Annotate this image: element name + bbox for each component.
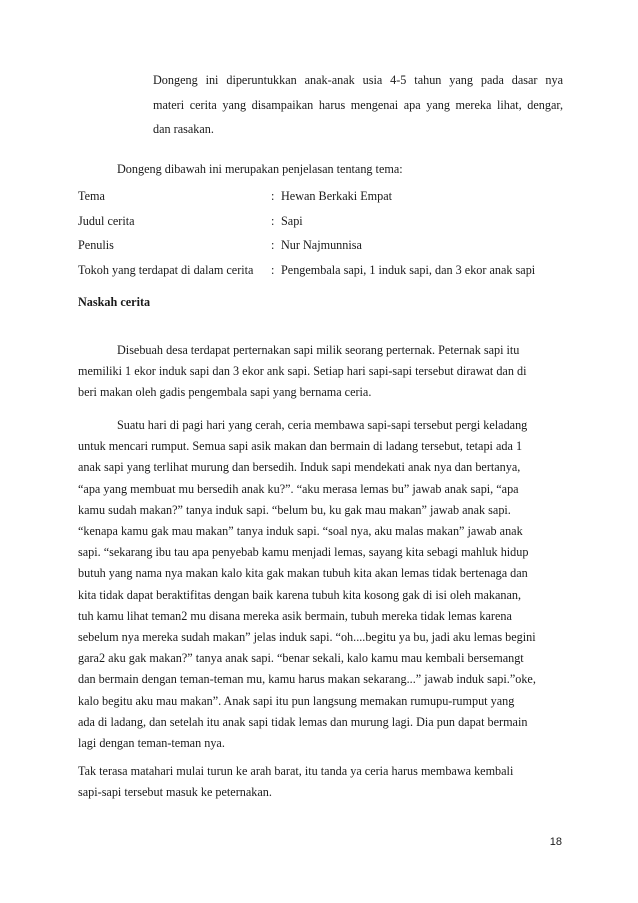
intro-line: materi cerita yang disampaikan harus mengenai apa yang mereka lihat, dengar,	[153, 97, 563, 112]
intro-paragraph	[153, 68, 563, 142]
paragraph-line: anak sapi yang terlihat murung dan bersedih. Induk sapi mendekati anak nya dan bertanya,	[78, 460, 521, 475]
paragraph-line: Suatu hari di pagi hari yang cerah, ceria membawa sapi-sapi tersebut pergi keladang	[117, 418, 528, 432]
paragraph-line: kita tidak dapat beraktifitas dengan baik karena tubuh kita kosong gak di isi oleh makanan,	[78, 587, 522, 602]
paragraph-line: Disebuah desa terdapat perternakan sapi milik seorang perternak. Peternak sapi itu	[117, 343, 520, 357]
paragraph-line: sapi. “sekarang ibu tau apa penyebab kamu menjadi lemas, sayang kita sebagi mahluk hidup	[78, 545, 529, 560]
page-number: 18	[549, 836, 562, 848]
paragraph-line: sapi-sapi tersebut masuk ke peternakan.	[78, 785, 272, 800]
story-paragraph-2	[78, 415, 556, 754]
meta-separator: :	[271, 189, 275, 203]
meta-key: Tokoh yang terdapat di dalam cerita	[78, 262, 254, 277]
story-paragraph-3	[78, 761, 556, 803]
meta-value: Hewan Berkaki Empat	[281, 189, 393, 203]
section-heading: Naskah cerita	[78, 295, 151, 309]
meta-separator: :	[271, 238, 275, 252]
intro-line: Dongeng ini diperuntukkan anak-anak usia 4-5 tahun yang pada dasar nya	[153, 73, 563, 87]
paragraph-line: memiliki 1 ekor induk sapi dan 3 ekor ank sapi. Setiap hari sapi-sapi tersebut dirawat dan di	[78, 364, 527, 379]
lead-sentence: Dongeng dibawah ini merupakan penjelasan tentang tema:	[117, 162, 403, 176]
meta-key: Judul cerita	[78, 213, 135, 228]
meta-value: Pengembala sapi, 1 induk sapi, dan 3 ekor anak sapi	[281, 262, 536, 277]
meta-separator: :	[271, 262, 275, 277]
story-meta-table	[78, 184, 568, 282]
meta-row-judul	[78, 209, 568, 234]
paragraph-line: lagi dengan teman-teman nya.	[78, 736, 225, 751]
paragraph-line: Tak terasa matahari mulai turun ke arah barat, itu tanda ya ceria harus membawa kembali	[78, 764, 514, 778]
meta-row-tema	[78, 184, 568, 209]
meta-row-penulis	[78, 233, 568, 258]
paragraph-line: tuh kamu lihat teman2 mu disana mereka asik bermain, tubuh mereka tidak lemas karena	[78, 608, 512, 623]
paragraph-line: gara2 aku gak makan?” tanya anak sapi. “benar sekali, kalo kamu mau kembali bersemangt	[78, 651, 524, 666]
story-paragraph-1	[78, 340, 556, 404]
meta-separator: :	[271, 213, 275, 228]
paragraph-line: “kenapa kamu gak mau makan” tanya induk sapi. “soal nya, aku malas makan” jawab anak	[78, 524, 523, 539]
paragraph-line: kalo begitu aku mau makan”. Anak sapi itu pun langsung memakan rumupu-rumput yang	[78, 693, 515, 708]
paragraph-line: sebelum nya mereka sudah makan” jelas induk sapi. “oh....begitu ya bu, jadi aku lemas begini	[78, 630, 536, 645]
paragraph-line: ada di ladang, dan setelah itu anak sapi tidak lemas dan murung lagi. Dia pun dapat bermain	[78, 714, 528, 729]
meta-key: Penulis	[78, 238, 114, 252]
paragraph-line: butuh yang nama nya makan kalo kita gak makan tubuh kita akan lemas tidak bertenaga dan	[78, 566, 528, 581]
meta-row-tokoh	[78, 258, 568, 283]
paragraph-line: “apa yang membuat mu bersedih anak ku?”. “aku merasa lemas bu” jawab anak sapi, “apa	[78, 481, 519, 496]
intro-line: dan rasakan.	[153, 122, 214, 136]
meta-value: Nur Najmunnisa	[281, 238, 362, 252]
paragraph-line: kamu sudah makan?” tanya induk sapi. “belum bu, ku gak mau makan” jawab anak sapi.	[78, 502, 511, 517]
paragraph-line: dan bermain dengan teman-teman mu, kamu harus makan sekarang...” jawab induk sapi.”oke,	[78, 672, 536, 687]
meta-value: Sapi	[281, 213, 303, 228]
meta-key: Tema	[78, 189, 105, 203]
paragraph-line: beri makan oleh gadis pengembala sapi yang bernama ceria.	[78, 385, 372, 400]
paragraph-line: untuk mencari rumput. Semua sapi asik makan dan bermain di ladang tersebut, tetapi ada 1	[78, 439, 523, 454]
